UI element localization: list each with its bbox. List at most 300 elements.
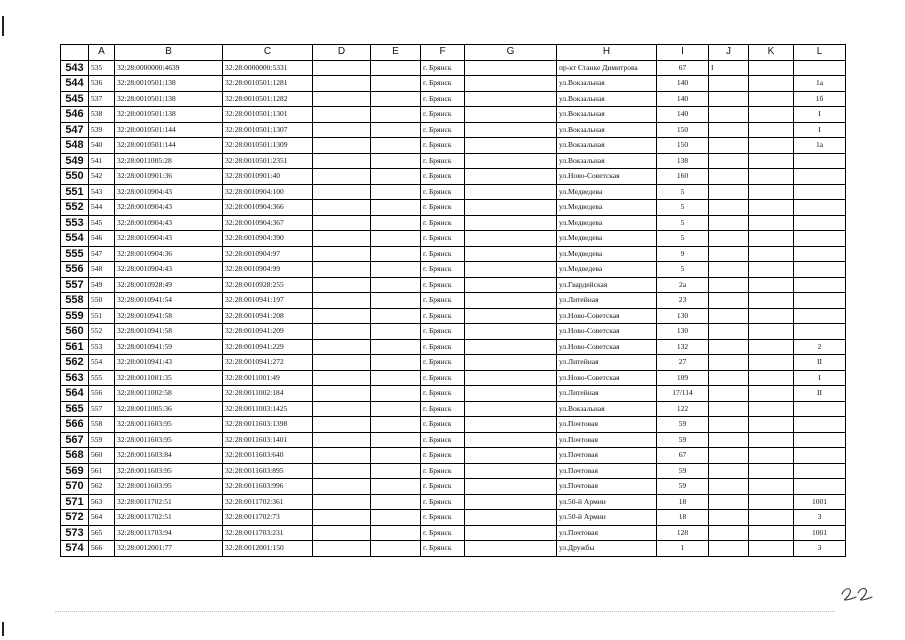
cell-g [465,200,557,216]
cell-a: 546 [89,231,115,247]
cell-l: 3 [794,510,846,526]
row-number: 565 [61,401,89,417]
cell-a: 556 [89,386,115,402]
cell-b: 32:28:0011005:36 [115,401,223,417]
cell-d [313,293,371,309]
cell-j [709,138,749,154]
cell-e [371,463,421,479]
row-number: 552 [61,200,89,216]
cell-d [313,541,371,557]
cell-a: 547 [89,246,115,262]
cell-j [709,525,749,541]
cell-c: 32:28:0011002:184 [223,386,313,402]
cell-k [749,308,794,324]
cell-l: 1001 [794,525,846,541]
cell-c: 32:28:0010904:366 [223,200,313,216]
cell-a: 561 [89,463,115,479]
cell-b: 32:28:0012001:77 [115,541,223,557]
row-number: 569 [61,463,89,479]
cell-k [749,293,794,309]
cell-g [465,324,557,340]
cell-a: 543 [89,184,115,200]
cell-l [794,293,846,309]
cell-h: ул.Литейная [557,293,657,309]
cell-h: ул.Ново-Советская [557,339,657,355]
cell-l: II [794,355,846,371]
spreadsheet-table [60,44,846,557]
cell-g [465,215,557,231]
cell-k [749,60,794,76]
row-number: 564 [61,386,89,402]
cell-l [794,200,846,216]
cell-b: 32:28:0000000:4639 [115,60,223,76]
cell-i: 150 [657,122,709,138]
cell-g [465,510,557,526]
cell-j [709,215,749,231]
cell-c: 32:28:0010941:209 [223,324,313,340]
cell-e [371,231,421,247]
cell-e [371,432,421,448]
scan-edge-mark-bottom [2,622,4,636]
row-number: 570 [61,479,89,495]
row-number: 554 [61,231,89,247]
cell-b: 32:28:0010941:54 [115,293,223,309]
cell-j [709,246,749,262]
cell-h: ул.Вокзальная [557,153,657,169]
cell-l [794,324,846,340]
cell-h: ул.Вокзальная [557,122,657,138]
cell-f: г. Брянск [421,215,465,231]
cell-h: ул.Вокзальная [557,401,657,417]
cell-e [371,417,421,433]
column-header-row [61,45,846,61]
cell-l: 1а [794,138,846,154]
table-row [61,401,846,417]
table-row [61,169,846,185]
cell-j [709,231,749,247]
cell-d [313,525,371,541]
table-row [61,215,846,231]
cell-k [749,432,794,448]
cell-i: 140 [657,91,709,107]
cell-k [749,324,794,340]
cell-d [313,215,371,231]
cell-i: 67 [657,60,709,76]
cell-c: 32:28:0010928:255 [223,277,313,293]
cell-j [709,91,749,107]
cell-h: ул.Ново-Советская [557,169,657,185]
cell-h: ул.Литейная [557,355,657,371]
cell-a: 557 [89,401,115,417]
cell-h: ул.50-й Армии [557,494,657,510]
cell-k [749,463,794,479]
cell-g [465,494,557,510]
cell-g [465,246,557,262]
handwritten-page-number [839,578,875,604]
row-number: 557 [61,277,89,293]
cell-d [313,479,371,495]
table-row [61,76,846,92]
cell-c: 32:28:0010501:1301 [223,107,313,123]
cell-j [709,76,749,92]
cell-h: ул.Ново-Советская [557,324,657,340]
cell-k [749,153,794,169]
cell-k [749,417,794,433]
cell-f: г. Брянск [421,339,465,355]
cell-d [313,324,371,340]
cell-h: ул.Почтовая [557,417,657,433]
table-row [61,246,846,262]
cell-c: 32:28:0011001:49 [223,370,313,386]
cell-f: г. Брянск [421,91,465,107]
column-header-h: H [557,45,657,61]
cell-j [709,277,749,293]
cell-e [371,169,421,185]
cell-c: 32:28:0010941:208 [223,308,313,324]
cell-b: 32:28:0010501:138 [115,107,223,123]
cell-d [313,494,371,510]
cell-j [709,308,749,324]
cell-i: 27 [657,355,709,371]
cell-d [313,91,371,107]
cell-l [794,308,846,324]
cell-b: 32:28:0010904:36 [115,246,223,262]
cell-g [465,184,557,200]
cell-g [465,479,557,495]
cell-c: 32:28:0010904:99 [223,262,313,278]
cell-l [794,169,846,185]
cell-c: 32:28:0010941:229 [223,339,313,355]
row-number: 563 [61,370,89,386]
cell-j [709,200,749,216]
cell-b: 32:28:0011603:95 [115,417,223,433]
cell-k [749,231,794,247]
column-header-j: J [709,45,749,61]
cell-c: 32:28:0011703:231 [223,525,313,541]
cell-a: 549 [89,277,115,293]
cell-e [371,355,421,371]
cell-j [709,494,749,510]
cell-c: 32:28:0010501:1282 [223,91,313,107]
table-row [61,463,846,479]
cell-i: 109 [657,370,709,386]
cell-f: г. Брянск [421,386,465,402]
cell-a: 545 [89,215,115,231]
cell-f: г. Брянск [421,231,465,247]
column-header-b: B [115,45,223,61]
cell-l [794,246,846,262]
cell-i: 5 [657,262,709,278]
cell-i: 138 [657,153,709,169]
cell-f: г. Брянск [421,308,465,324]
cell-k [749,525,794,541]
cell-f: г. Брянск [421,448,465,464]
cell-c: 32:28:0011702:361 [223,494,313,510]
cell-g [465,370,557,386]
cell-d [313,76,371,92]
table-row [61,91,846,107]
cell-l: I [794,107,846,123]
cell-d [313,448,371,464]
cell-b: 32:28:0011603:95 [115,463,223,479]
cell-e [371,386,421,402]
cell-g [465,169,557,185]
cell-g [465,417,557,433]
cell-k [749,138,794,154]
cell-i: 9 [657,246,709,262]
cell-l [794,153,846,169]
cell-i: 130 [657,324,709,340]
cell-b: 32:28:0010501:144 [115,138,223,154]
cell-j [709,479,749,495]
cell-f: г. Брянск [421,370,465,386]
row-number: 553 [61,215,89,231]
cell-e [371,200,421,216]
column-header-g: G [465,45,557,61]
cell-b: 32:28:0010501:144 [115,122,223,138]
cell-k [749,386,794,402]
table-row [61,153,846,169]
cell-g [465,138,557,154]
cell-g [465,448,557,464]
cell-i: 132 [657,339,709,355]
cell-g [465,386,557,402]
table-row [61,355,846,371]
cell-f: г. Брянск [421,153,465,169]
cell-h: пр-кт Станке Димитрова [557,60,657,76]
cell-i: 59 [657,417,709,433]
cell-e [371,184,421,200]
row-number: 543 [61,60,89,76]
cell-b: 32:28:0011702:51 [115,494,223,510]
column-header-k: K [749,45,794,61]
cell-d [313,463,371,479]
cell-f: г. Брянск [421,122,465,138]
cell-b: 32:28:0010501:138 [115,76,223,92]
cell-d [313,355,371,371]
cell-a: 562 [89,479,115,495]
cell-k [749,91,794,107]
cell-c: 32:28:0010941:197 [223,293,313,309]
cell-i: 5 [657,184,709,200]
cell-h: ул.Ново-Советская [557,370,657,386]
table-row [61,324,846,340]
table-row [61,386,846,402]
cell-i: 150 [657,138,709,154]
cell-d [313,386,371,402]
cell-b: 32:28:0011703:94 [115,525,223,541]
cell-e [371,370,421,386]
cell-d [313,246,371,262]
table-row [61,432,846,448]
cell-l [794,479,846,495]
cell-a: 553 [89,339,115,355]
cell-i: 59 [657,479,709,495]
cell-h: ул.Вокзальная [557,76,657,92]
cell-k [749,339,794,355]
cell-f: г. Брянск [421,417,465,433]
cell-h: ул.Почтовая [557,448,657,464]
cell-j [709,324,749,340]
cell-f: г. Брянск [421,525,465,541]
cell-c: 32:28:0010501:1281 [223,76,313,92]
cell-i: 128 [657,525,709,541]
cell-l [794,231,846,247]
cell-k [749,401,794,417]
cell-h: ул.Дружбы [557,541,657,557]
cell-c: 32:28:0010501:1307 [223,122,313,138]
table-row [61,525,846,541]
cell-c: 32:28:0011702:73 [223,510,313,526]
cell-l: I [794,122,846,138]
cell-i: 5 [657,231,709,247]
row-number: 548 [61,138,89,154]
row-number: 544 [61,76,89,92]
cell-c: 32:28:0011603:1398 [223,417,313,433]
cell-a: 558 [89,417,115,433]
cell-j [709,169,749,185]
cell-d [313,153,371,169]
cell-d [313,432,371,448]
cell-f: г. Брянск [421,479,465,495]
cell-b: 32:28:0010941:58 [115,324,223,340]
cell-h: ул.Вокзальная [557,91,657,107]
cell-d [313,138,371,154]
row-number: 547 [61,122,89,138]
cell-b: 32:28:0011702:51 [115,510,223,526]
row-number: 550 [61,169,89,185]
cell-g [465,308,557,324]
cell-e [371,339,421,355]
cell-k [749,448,794,464]
cell-e [371,76,421,92]
cell-g [465,107,557,123]
cell-k [749,370,794,386]
cell-h: ул.Медведева [557,262,657,278]
cell-a: 550 [89,293,115,309]
cell-j: I [709,60,749,76]
cell-j [709,417,749,433]
cell-f: г. Брянск [421,107,465,123]
cell-h: ул.Медведева [557,246,657,262]
row-number: 562 [61,355,89,371]
row-number: 568 [61,448,89,464]
cell-i: 1 [657,541,709,557]
cell-c: 32:28:0011603:895 [223,463,313,479]
cell-a: 554 [89,355,115,371]
table-row [61,231,846,247]
table-row [61,138,846,154]
cell-d [313,184,371,200]
table-row [61,510,846,526]
cell-f: г. Брянск [421,355,465,371]
cell-k [749,479,794,495]
row-number: 546 [61,107,89,123]
cell-d [313,510,371,526]
cell-c: 32:28:0011603:1401 [223,432,313,448]
cell-c: 32:28:0011603:640 [223,448,313,464]
row-number: 558 [61,293,89,309]
cell-l [794,401,846,417]
cell-h: ул.Почтовая [557,463,657,479]
cell-i: 5 [657,200,709,216]
cell-h: ул.Медведева [557,215,657,231]
cell-i: 5 [657,215,709,231]
column-header-c: C [223,45,313,61]
cell-e [371,246,421,262]
cell-a: 536 [89,76,115,92]
table-row [61,277,846,293]
cell-h: ул.Вокзальная [557,138,657,154]
cell-c: 32:28:0010501:2351 [223,153,313,169]
cell-b: 32:28:0011005:28 [115,153,223,169]
cell-l [794,463,846,479]
cell-h: ул.Гвардейская [557,277,657,293]
cell-c: 32:28:0010941:272 [223,355,313,371]
row-number: 573 [61,525,89,541]
cell-e [371,541,421,557]
cell-c: 32:28:0010501:1309 [223,138,313,154]
cell-b: 32:28:0011603:95 [115,432,223,448]
cell-c: 32:28:0011003:1425 [223,401,313,417]
cell-i: 59 [657,432,709,448]
cell-k [749,510,794,526]
cell-h: ул.Почтовая [557,525,657,541]
row-number: 566 [61,417,89,433]
cell-l: II [794,386,846,402]
cell-f: г. Брянск [421,169,465,185]
cell-h: ул.Медведева [557,200,657,216]
cell-e [371,277,421,293]
cell-a: 559 [89,432,115,448]
row-number: 555 [61,246,89,262]
cell-d [313,308,371,324]
cell-g [465,463,557,479]
cell-j [709,401,749,417]
cell-h: ул.50-й Армии [557,510,657,526]
cell-j [709,386,749,402]
cell-h: ул.Вокзальная [557,107,657,123]
cell-b: 32:28:0010904:43 [115,184,223,200]
cell-e [371,153,421,169]
table-row [61,494,846,510]
cell-g [465,153,557,169]
cell-b: 32:28:0010941:59 [115,339,223,355]
cell-i: 17/114 [657,386,709,402]
cell-l [794,432,846,448]
cell-a: 560 [89,448,115,464]
cell-h: ул.Литейная [557,386,657,402]
cell-g [465,432,557,448]
cell-k [749,169,794,185]
cell-d [313,401,371,417]
cell-f: г. Брянск [421,432,465,448]
cell-b: 32:28:0010901:36 [115,169,223,185]
table-row [61,200,846,216]
cell-g [465,355,557,371]
cell-d [313,200,371,216]
cell-f: г. Брянск [421,200,465,216]
cell-g [465,541,557,557]
cell-g [465,60,557,76]
cell-c: 32:28:0010904:390 [223,231,313,247]
cell-b: 32:28:0011603:84 [115,448,223,464]
cell-i: 59 [657,463,709,479]
cell-d [313,122,371,138]
cell-f: г. Брянск [421,324,465,340]
table-row [61,370,846,386]
cell-a: 555 [89,370,115,386]
